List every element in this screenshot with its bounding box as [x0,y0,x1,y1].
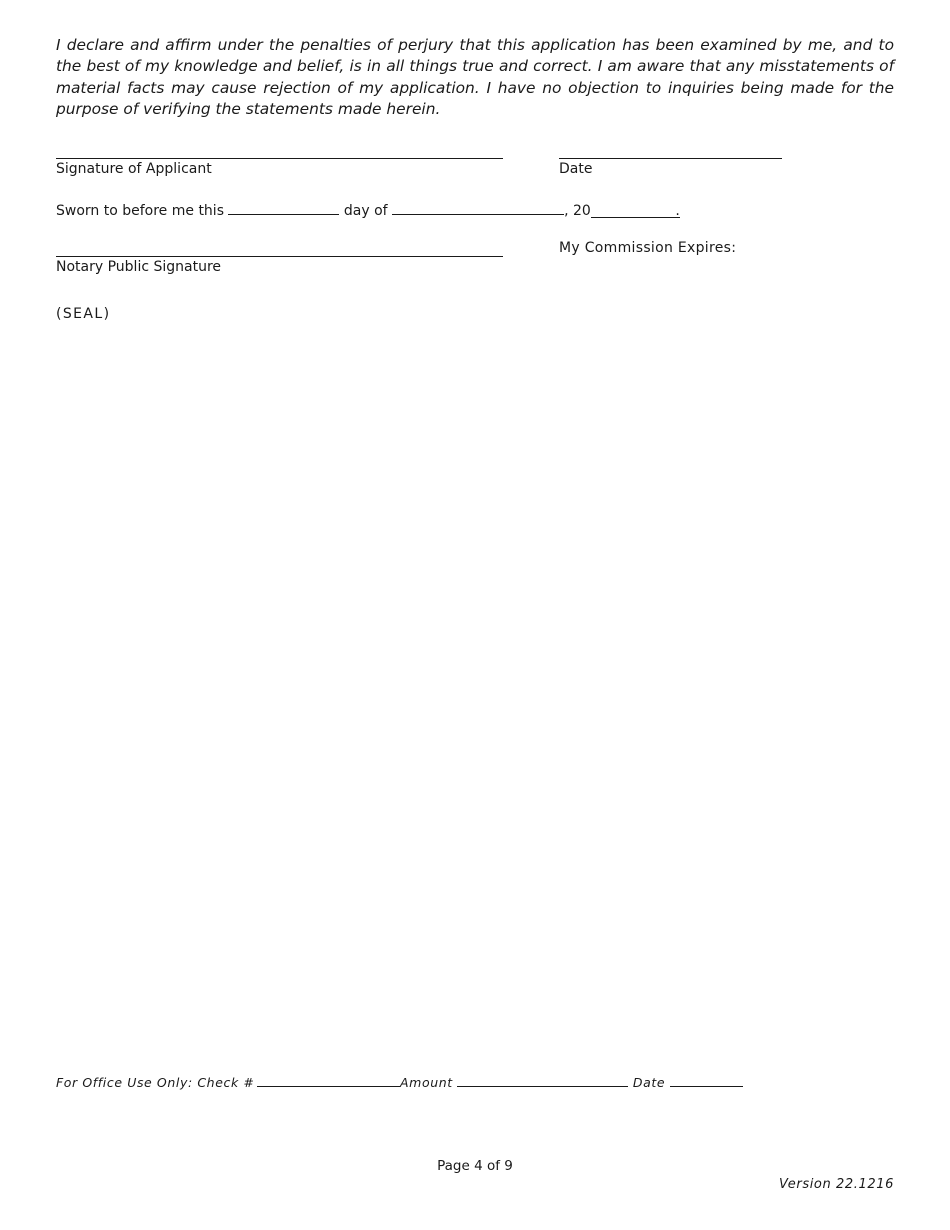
sworn-day-of: day of [343,203,388,219]
notary-signature-label: Notary Public Signature [56,259,222,275]
office-use-row [56,1074,743,1091]
page-number: Page 4 of 9 [437,1158,513,1174]
notary-signature-line[interactable] [56,256,503,257]
sworn-statement [56,199,680,220]
amount-field[interactable] [457,1074,628,1087]
office-use-prefix: For Office Use Only: Check # [56,1075,255,1090]
commission-expires-label: My Commission Expires: [559,240,737,256]
sworn-suffix: . [675,203,680,219]
sworn-year-field[interactable] [591,202,680,218]
version-label: Version 22.1216 [779,1177,894,1192]
sworn-year-prefix: , 20 [564,203,591,219]
sworn-month-field[interactable] [392,199,564,215]
sworn-day-field[interactable] [228,199,339,215]
office-date-field[interactable] [670,1074,743,1087]
declaration-text: I declare and affirm under the penalties of perjury that this application has been examined by me, and to the best of my knowledge and belief, is in all things true and correct. I am aware that any misstatements of material facts may cause rejection of my application. I have no objection to inquiries being made for the purpose of verifying the statements made herein. [56,36,894,118]
applicant-date-line[interactable] [559,158,782,159]
amount-label: Amount [400,1075,453,1090]
seal-label: (SEAL) [56,306,111,322]
sworn-prefix: Sworn to before me this [56,203,224,219]
applicant-date-label: Date [559,161,593,177]
office-date-label: Date [632,1075,666,1090]
check-number-field[interactable] [257,1074,400,1087]
applicant-signature-label: Signature of Applicant [56,161,212,177]
applicant-signature-line[interactable] [56,158,503,159]
